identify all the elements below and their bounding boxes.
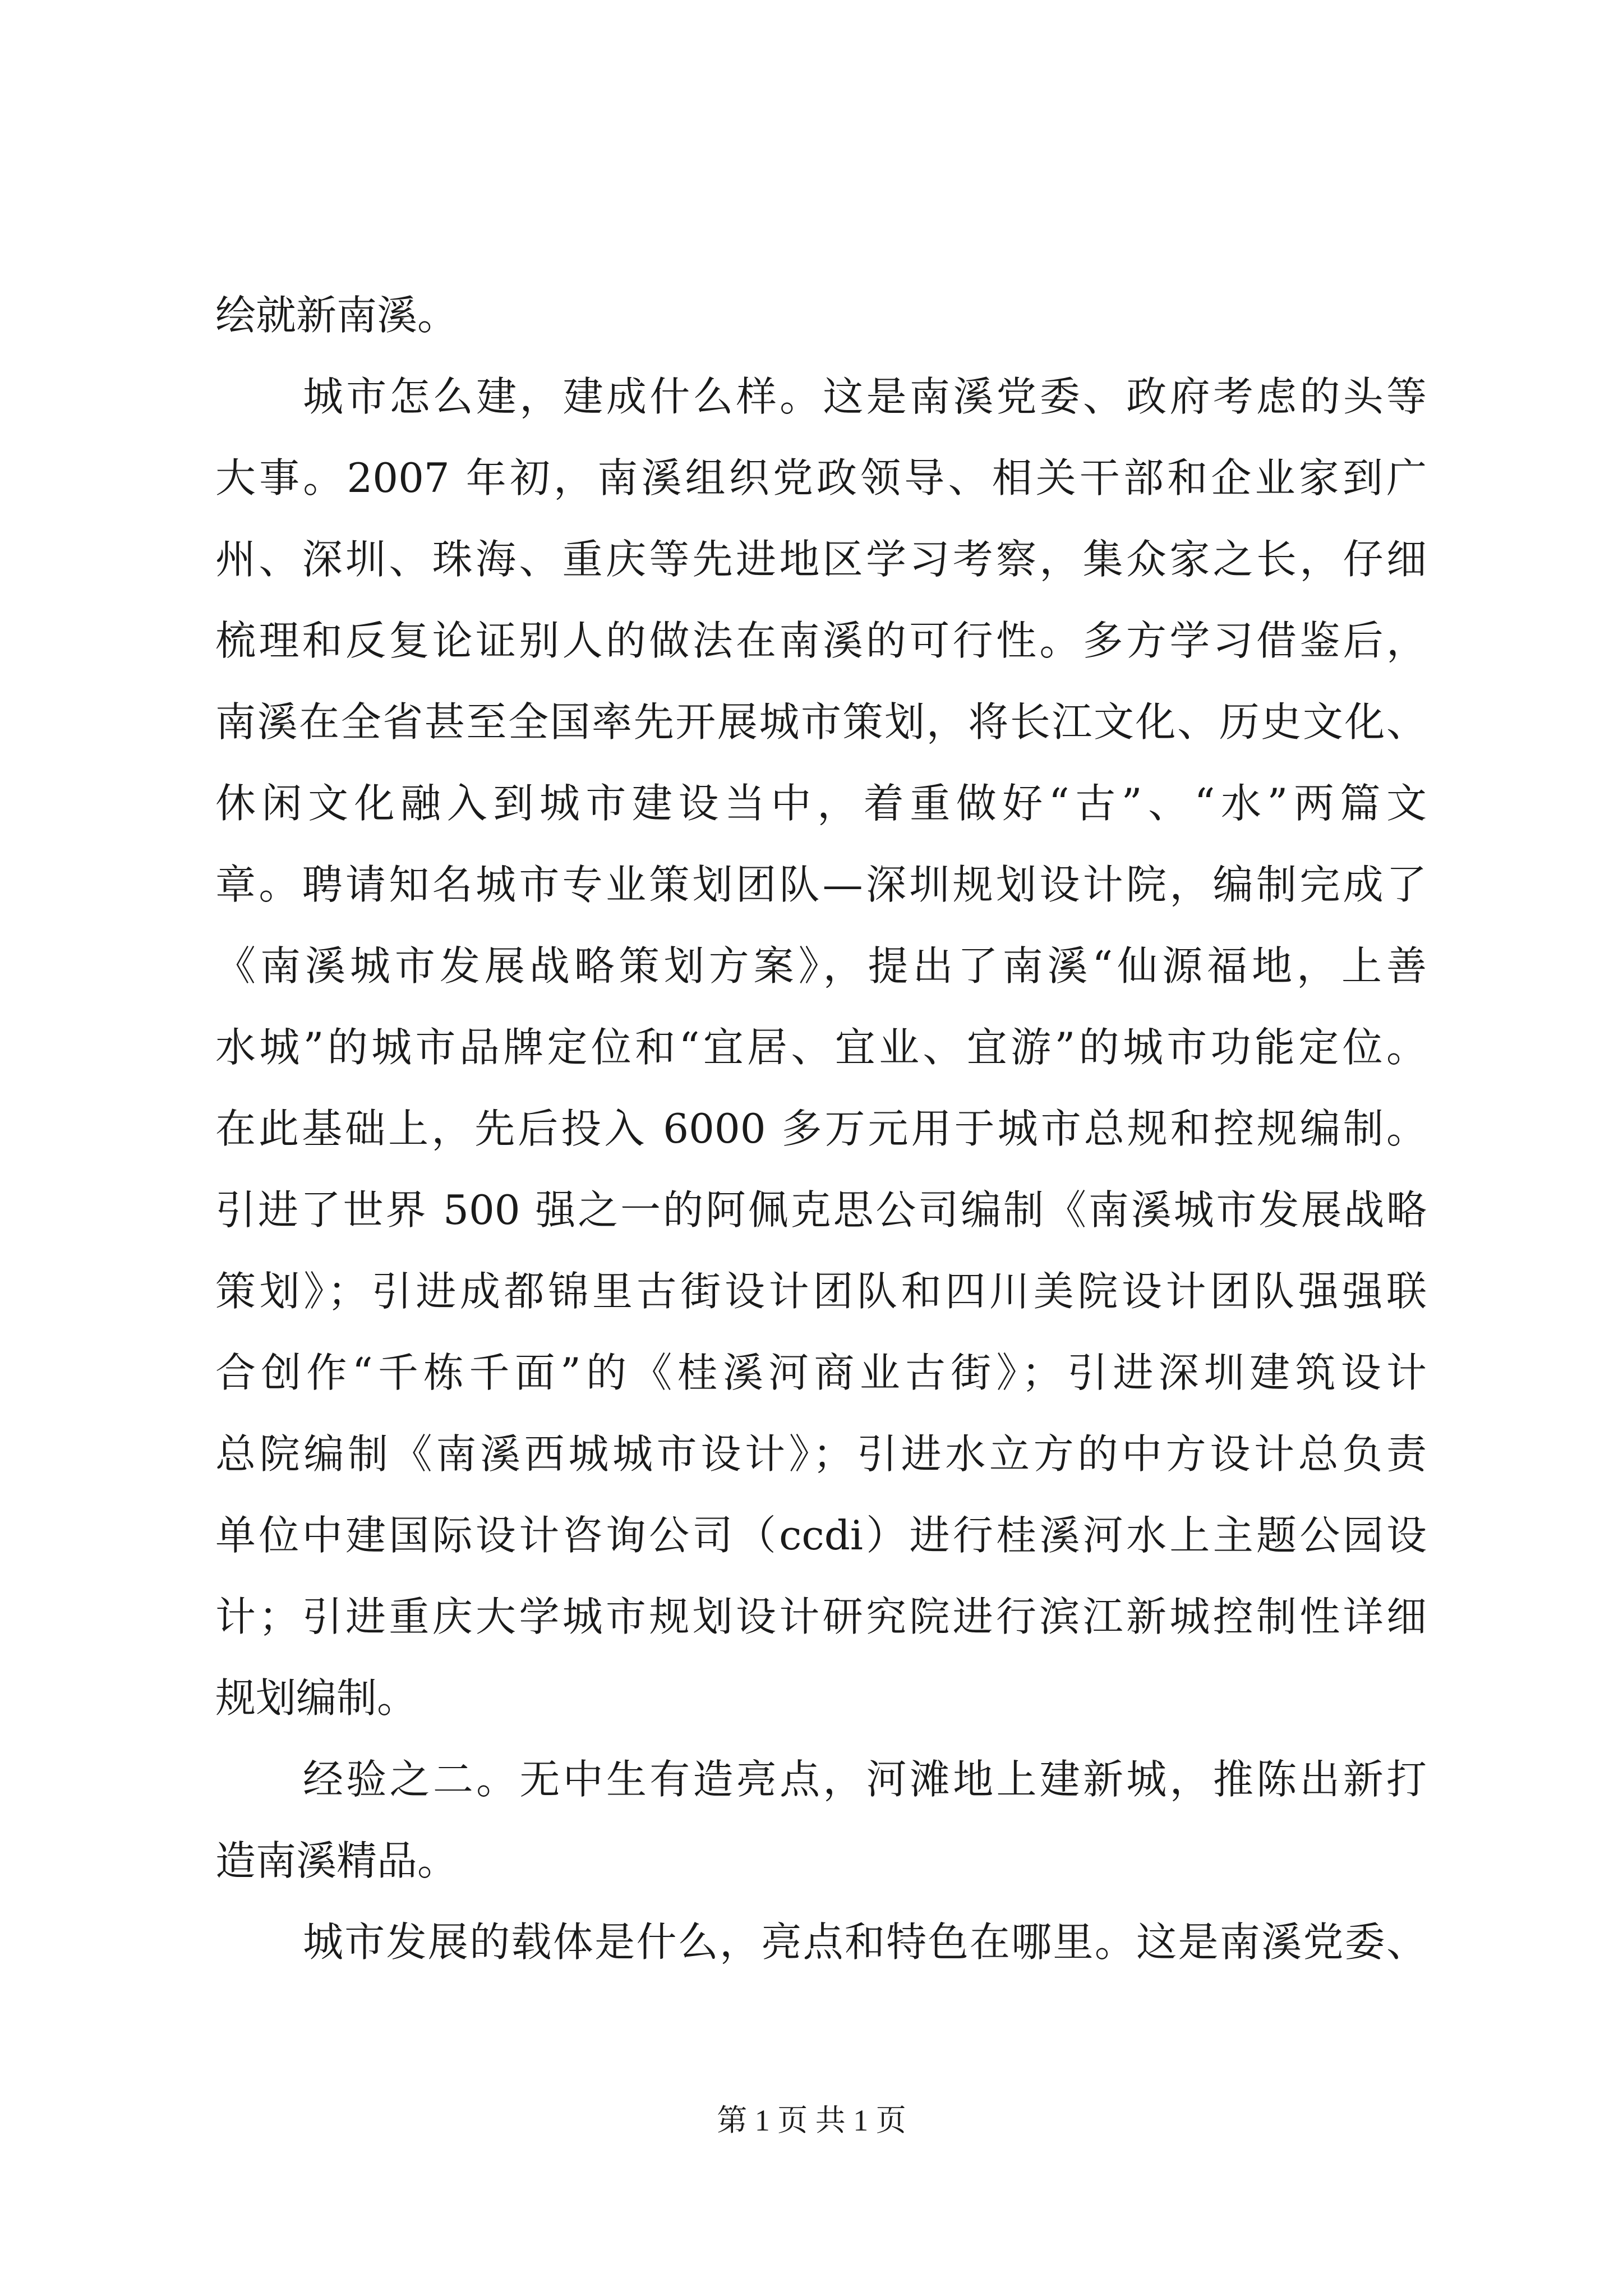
text-line: 梳理和反复论证别人的做法在南溪的可行性。多方学习借鉴后， (215, 617, 1427, 664)
text-line: 计；引进重庆大学城市规划设计研究院进行滨江新城控制性详细 (215, 1593, 1427, 1640)
text-line: 总院编制《南溪西城城市设计》；引进水立方的中方设计总负责 (215, 1430, 1427, 1478)
text-line: 单位中建国际设计咨询公司（ccdi）进行桂溪河水上主题公园设 (215, 1512, 1427, 1559)
text-line: 经验之二。无中生有造亮点，河滩地上建新城，推陈出新打 (303, 1756, 1427, 1803)
text-line: 大事。2007 年初，南溪组织党政领导、相关干部和企业家到广 (215, 454, 1427, 501)
text-line: 城市发展的载体是什么，亮点和特色在哪里。这是南溪党委、 (303, 1918, 1427, 1966)
text-line: 引进了世界 500 强之一的阿佩克思公司编制《南溪城市发展战略 (215, 1186, 1427, 1234)
text-line: 策划》；引进成都锦里古街设计团队和四川美院设计团队强强联 (215, 1268, 1427, 1315)
text-line: 休闲文化融入到城市建设当中，着重做好“古”、“水”两篇文 (215, 780, 1427, 827)
text-line: 《南溪城市发展战略策划方案》，提出了南溪“仙源福地，上善 (215, 942, 1427, 990)
text-line: 绘就新南溪。 (215, 292, 458, 339)
page-footer: 第 1 页 共 1 页 (717, 2104, 906, 2137)
text-line: 规划编制。 (215, 1674, 418, 1722)
text-line: 南溪在全省甚至全国率先开展城市策划，将长江文化、历史文化、 (215, 698, 1427, 746)
text-line: 造南溪精品。 (215, 1837, 458, 1884)
text-line: 州、深圳、珠海、重庆等先进地区学习考察，集众家之长，仔细 (215, 536, 1427, 583)
text-line: 章。聘请知名城市专业策划团队—深圳规划设计院，编制完成了 (215, 861, 1427, 908)
text-line: 在此基础上，先后投入 6000 多万元用于城市总规和控规编制。 (215, 1105, 1427, 1152)
text-line: 合创作“千栋千面”的《桂溪河商业古街》；引进深圳建筑设计 (215, 1349, 1427, 1396)
text-line: 水城”的城市品牌定位和“宜居、宜业、宜游”的城市功能定位。 (215, 1024, 1427, 1071)
text-line: 城市怎么建，建成什么样。这是南溪党委、政府考虑的头等 (303, 373, 1427, 420)
